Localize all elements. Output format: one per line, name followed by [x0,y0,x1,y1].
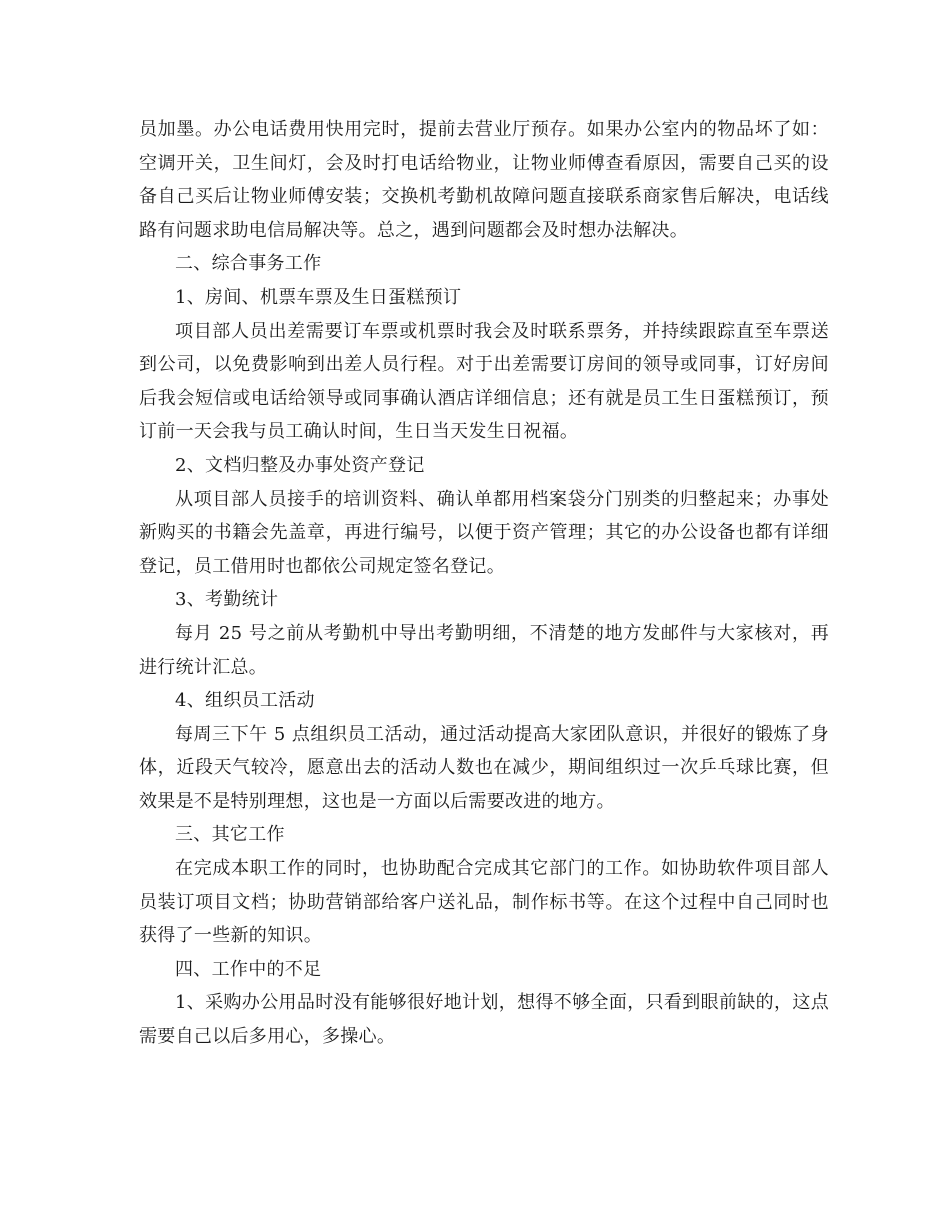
body-paragraph: 员加墨。办公电话费用快用完时，提前去营业厅预存。如果办公室内的物品坏了如：空调开关，卫生间灯，会及时打电话给物业，让物业师傅查看原因，需要自己买的设备自己买后让物业师傅安装；交换机考勤机故障问题直接联系商家售后解决，电话线路有问题求助电信局解决等。总之，遇到问题都会及时想办法解决。 [139,119,829,241]
body-paragraph: 每月 25 号之前从考勤机中导出考勤明细，不清楚的地方发邮件与大家核对，再进行统计汇总。 [139,622,829,678]
body-paragraph: 从项目部人员接手的培训资料、确认单都用档案袋分门别类的归整起来；办事处新购买的书籍会先盖章，再进行编号，以便于资产管理；其它的办公设备也都有详细登记，员工借用时也都依公司规定签名登记。 [139,488,829,577]
subsection-heading: 3、考勤统计 [175,589,279,611]
section-heading: 四、工作中的不足 [175,958,322,980]
body-paragraph: 每周三下午 5 点组织员工活动，通过活动提高大家团队意识，并很好的锻炼了身体，近段天气较冷，愿意出去的活动人数也在减少，期间组织过一次乒乓球比赛，但效果是不是特别理想，这也是一方面以后需要改进的地方。 [139,723,829,812]
section-heading: 三、其它工作 [175,824,285,846]
body-paragraph: 项目部人员出差需要订车票或机票时我会及时联系票务，并持续跟踪直至车票送到公司，以免费影响到出差人员行程。对于出差需要订房间的领导或同事，订好房间后我会短信或电话给领导或同事确认酒店详细信息；还有就是员工生日蛋糕预订，预订前一天会我与员工确认时间，生日当天发生日祝福。 [139,320,829,443]
body-paragraph: 在完成本职工作的同时，也协助配合完成其它部门的工作。如协助软件项目部人员装订项目文档；协助营销部给客户送礼品，制作标书等。在这个过程中自己同时也获得了一些新的知识。 [139,858,829,947]
subsection-heading: 4、组织员工活动 [175,690,315,712]
subsection-heading: 2、文档归整及办事处资产登记 [175,454,425,476]
body-paragraph: 1、采购办公用品时没有能够很好地计划，想得不够全面，只看到眼前缺的，这点需要自己以后多用心，多操心。 [139,992,829,1048]
section-heading: 二、综合事务工作 [175,253,322,275]
subsection-heading: 1、房间、机票车票及生日蛋糕预订 [175,286,462,308]
document-body [139,113,829,1054]
